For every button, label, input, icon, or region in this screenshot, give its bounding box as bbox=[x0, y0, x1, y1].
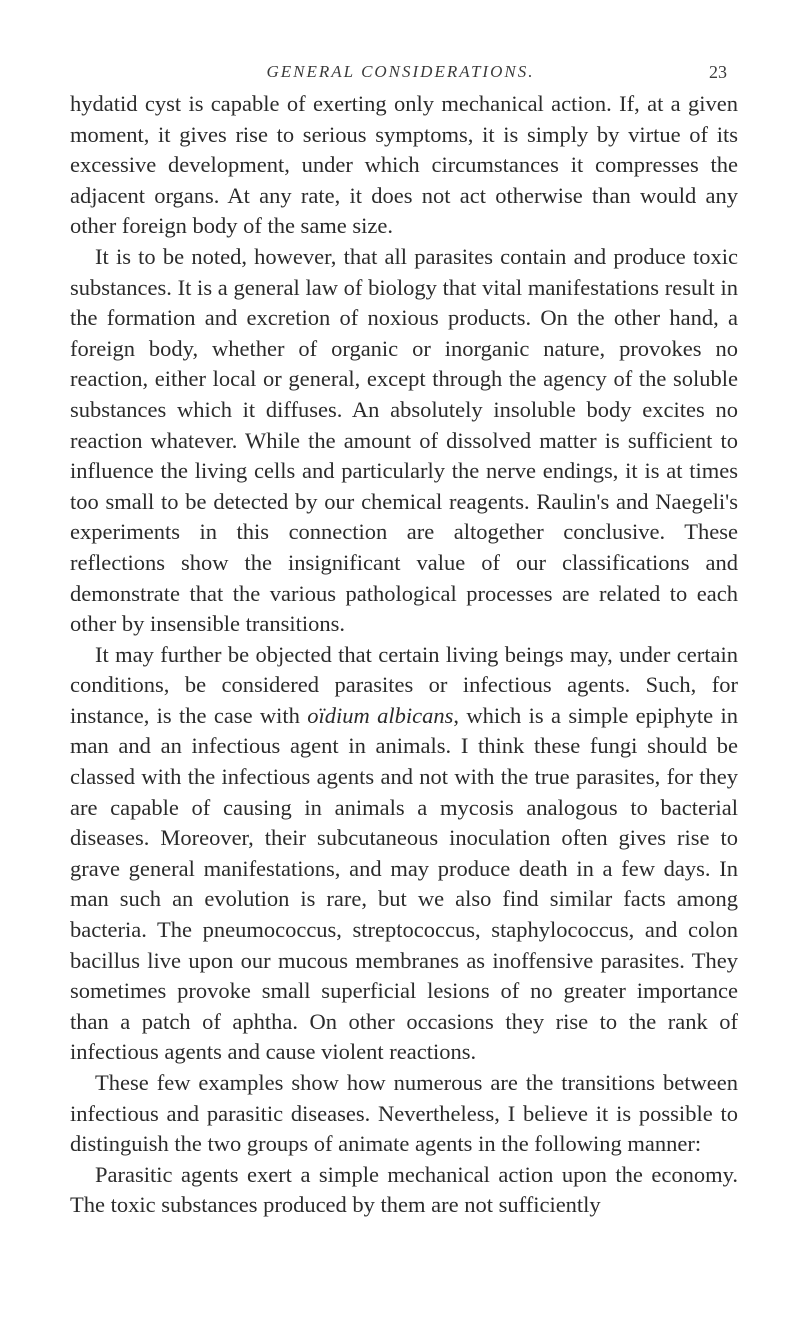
page-number: 23 bbox=[709, 62, 727, 82]
paragraph-continuation bbox=[70, 89, 738, 242]
paragraph-text: It may further be objected that certain living beings may, under certain conditions, be considered parasites or infectious agents. Such, for instance, is the case with bbox=[70, 641, 738, 728]
body-text bbox=[70, 89, 738, 1221]
paragraph bbox=[70, 640, 738, 1068]
paragraph bbox=[70, 242, 738, 640]
paragraph-text: , which is a simple epiphyte in man and an infectious agent in animals. I think these fungi should be classed with the infectious agents and not with the true parasites, for they are capable of causing in animals a mycosis analogous to bacterial diseases. Moreover, their subcutaneous inoculation often gives rise to grave general manifestations, and may produce death in a few days. In man such an evolution is rare, but we also find similar facts among bacteria. The pneumococcus, streptococcus, staphylococcus, and colon bacillus live upon our mucous membranes as inoffensive parasites. They sometimes provoke small superficial lesions of no greater importance than a patch of aphtha. On other occasions they rise to the rank of infectious agents and cause violent reactions. bbox=[70, 702, 738, 1065]
paragraph-text: It is to be noted, however, that all parasites contain and produce toxic substances. It is a general law of biology that vital manifestations result in the formation and excretion of noxious products. On the other hand, a foreign body, whether of organic or inorganic nature, provokes no reaction, either local or general, except through the agency of the soluble substances which it diffuses. An absolutely insoluble body excites no reaction whatever. While the amount of dissolved matter is sufficient to influence the living cells and particularly the nerve endings, it is at times too small to be detected by our chemical reagents. Raulin's and Naegeli's experiments in this connection are altogether conclusive. These reflections show the insignificant value of our classifications and demonstrate that the various pathological processes are related to each other by insensible transitions. bbox=[70, 243, 738, 637]
paragraph bbox=[70, 1160, 738, 1221]
running-title: GENERAL CONSIDERATIONS. bbox=[266, 62, 535, 81]
paragraph-text: hydatid cyst is capable of exerting only mechanical action. If, at a given moment, it gives rise to serious symptoms, it is simply by virtue of its excessive development, under which circumstances it compresses the adjacent organs. At any rate, it does not act otherwise than would any other foreign body of the same size. bbox=[70, 91, 738, 239]
paragraph bbox=[70, 1068, 738, 1160]
species-name: oïdium albicans bbox=[307, 702, 454, 728]
running-head bbox=[0, 62, 801, 86]
paragraph-text: Parasitic agents exert a simple mechanical action upon the economy. The toxic substances produced by them are not sufficiently bbox=[70, 1161, 738, 1218]
paragraph-text: These few examples show how numerous are the transitions between infectious and parasitic diseases. Nevertheless, I believe it is possible to distinguish the two groups of animate agents in the following manner: bbox=[70, 1070, 738, 1157]
